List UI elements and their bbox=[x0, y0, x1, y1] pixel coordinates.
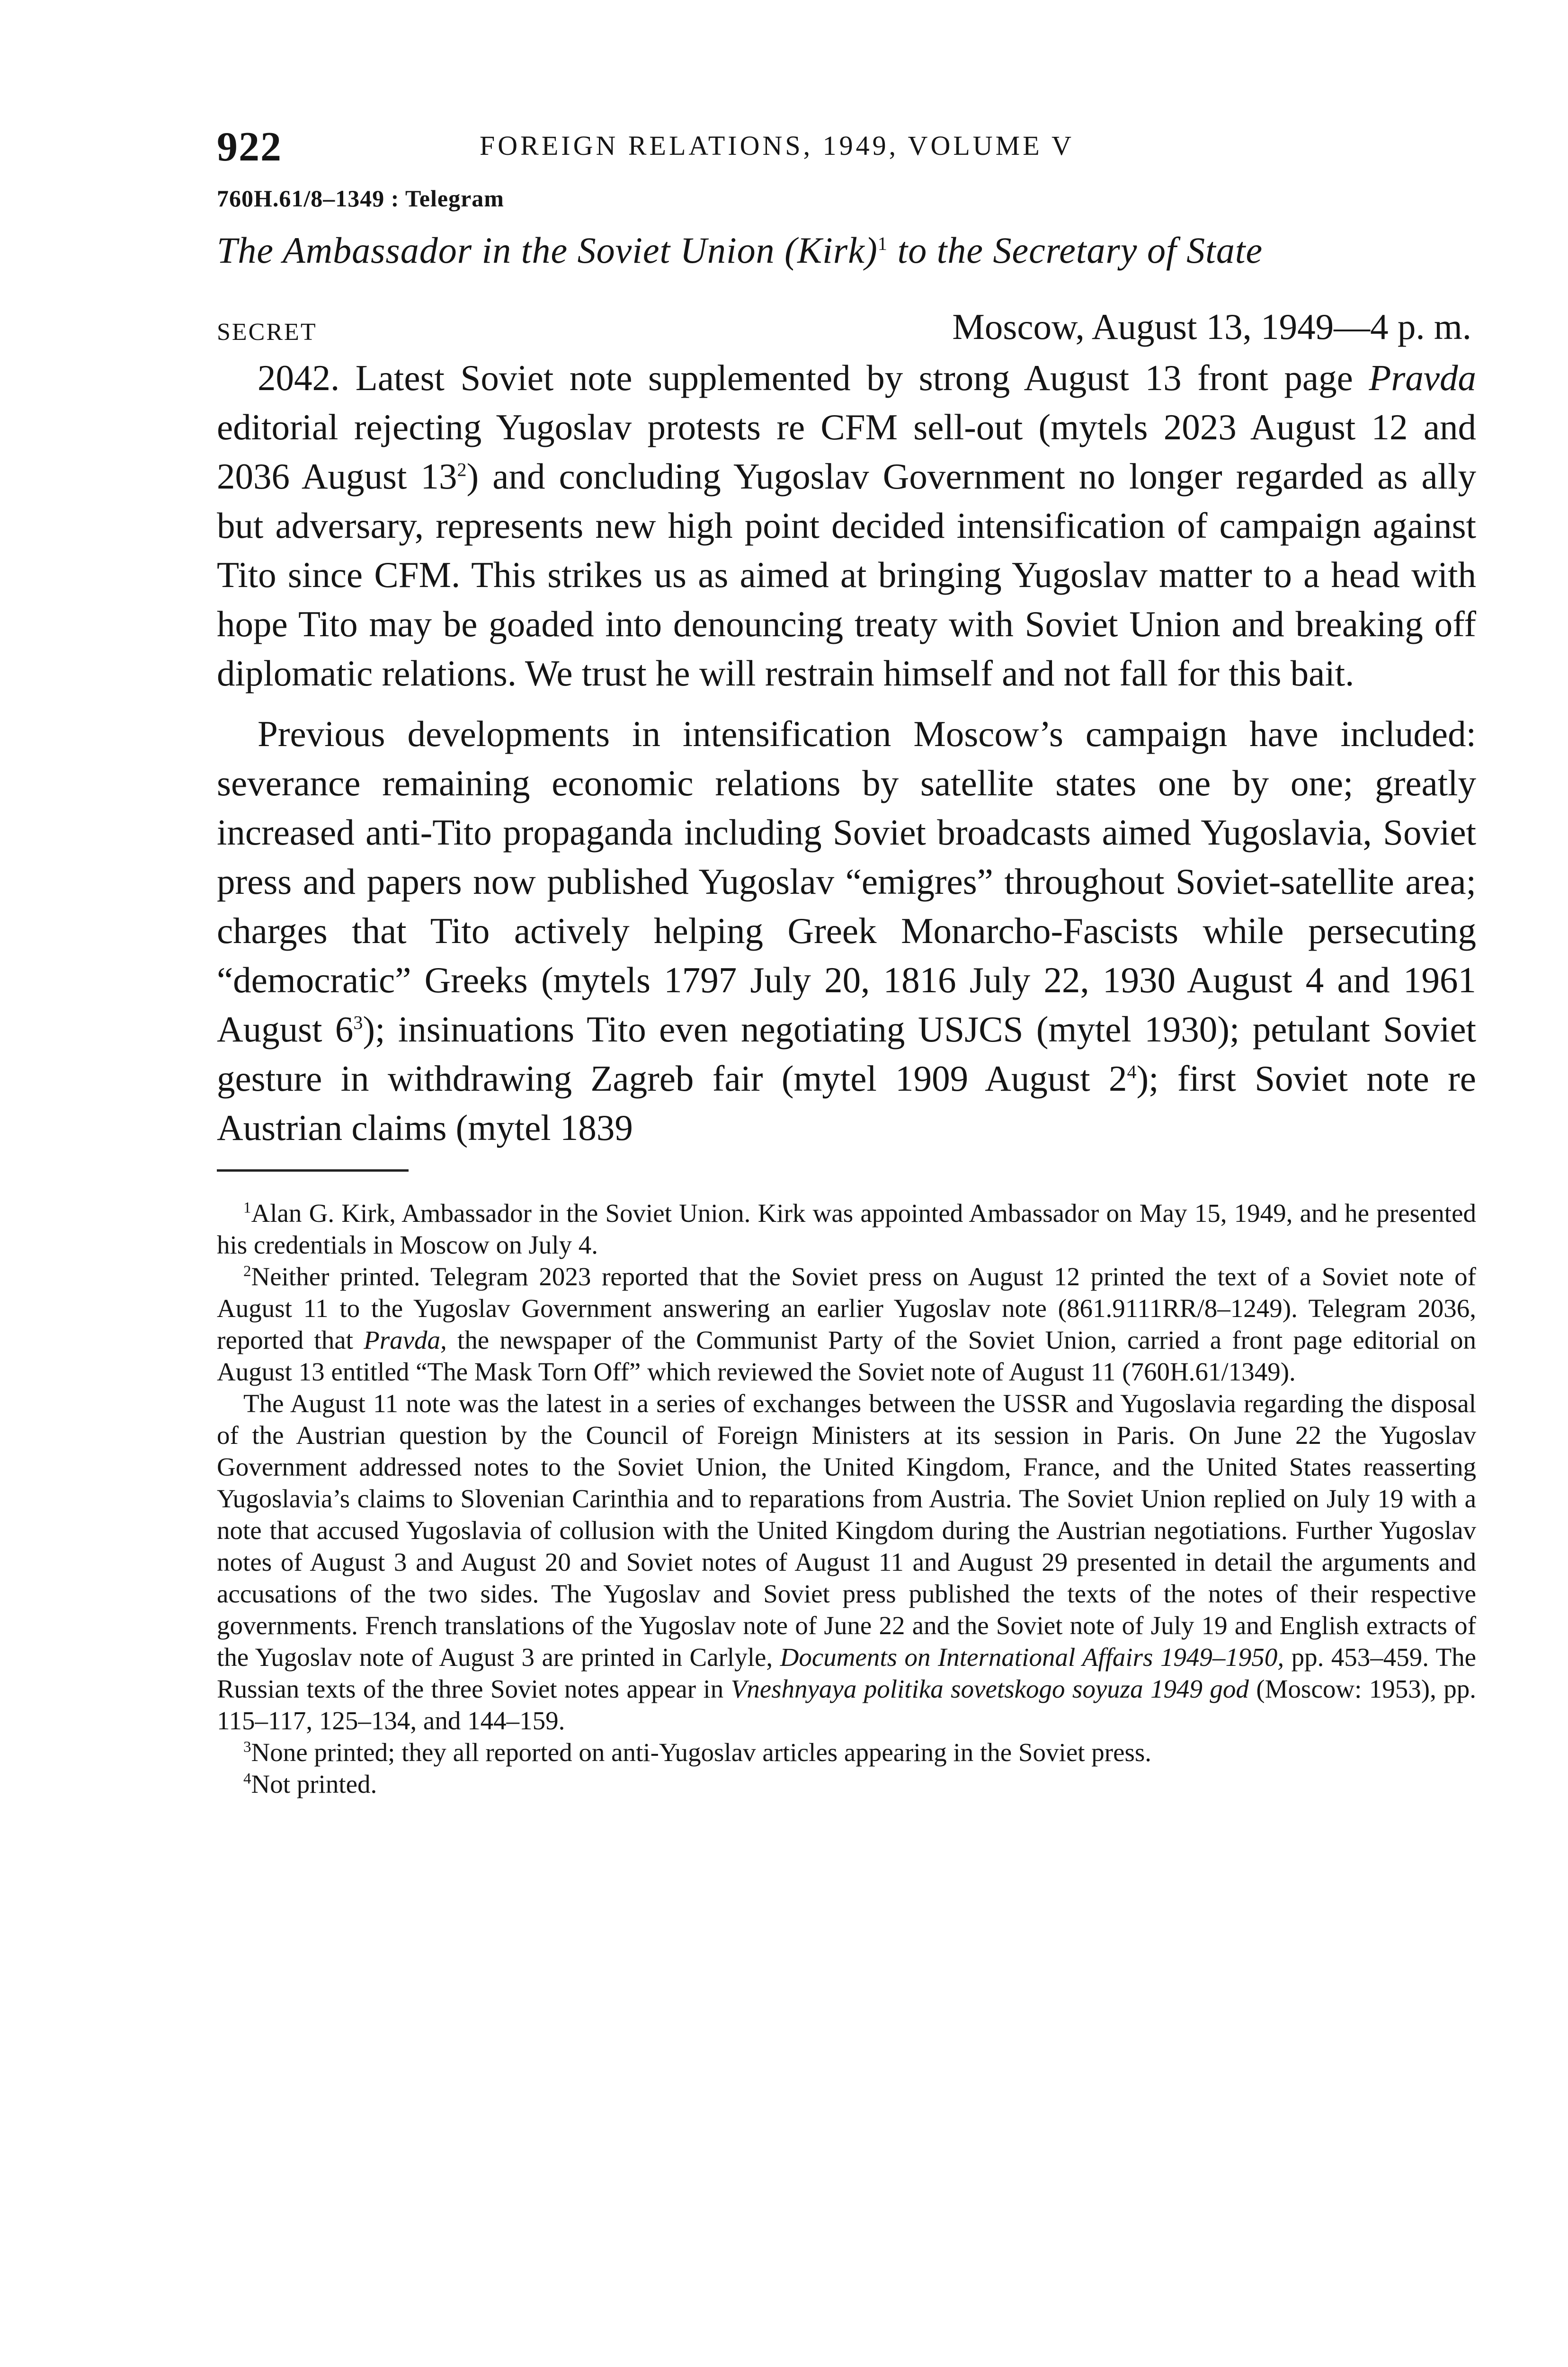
footnotes bbox=[217, 1197, 1476, 1800]
document-heading bbox=[217, 229, 1476, 272]
footnote-italic: Pravda, bbox=[364, 1326, 447, 1354]
footnote-text: Not printed. bbox=[251, 1770, 377, 1798]
document-page bbox=[217, 118, 1476, 1800]
heading-tail: to the Secretary of State bbox=[888, 230, 1263, 271]
footnote-text: Alan G. Kirk, Ambassador in the Soviet Union. Kirk was appointed Ambassador on May 15, 1949, and he presented his credentials in Moscow on July 4. bbox=[217, 1199, 1476, 1259]
footnote-text: pp. 453–459. The Russian texts of the three Soviet notes appear in bbox=[217, 1643, 1477, 1703]
body-text-span: Previous developments in intensification Moscow’s campaign have included: severance remaining economic relations by satellite states one by one; greatly increased anti-Tito propaganda including Soviet broadcasts aimed Yugoslavia, Soviet press and papers now published Yugoslav “emigres” throughout Soviet-satellite area; charges that Tito actively helping Greek Monarcho-Fascists while persecuting “democratic” Greeks (mytels 1797 July 20, 1816 July 22, 1930 August 4 and 1961 August 6 bbox=[217, 713, 1476, 1050]
file-number: 760H.61/8–1349 : Telegram bbox=[217, 185, 504, 212]
footnote-marker: 4 bbox=[243, 1770, 251, 1788]
footnote-text: The August 11 note was the latest in a series of exchanges between the USSR and Yugoslavia regarding the disposal of the Austrian question by the Council of Foreign Ministers at its session in Paris. On June 22 the Yugoslav Government addressed notes to the Soviet Union, the United Kingdom, France, and the United States reasserting Yugoslavia’s claims to Slovenian Carinthia and to reparations from Austria. The Soviet Union replied on July 19 with a note that accused Yugoslavia of collusion with the United Kingdom during the Austrian negotiations. Further Yugoslav notes of August 3 and August 20 and Soviet notes of August 11 and August 29 presented in detail the arguments and accusations of the two sides. The Yugoslav and Soviet press published the texts of the notes of their respective governments. French translations of the Yugoslav note of June 22 and the Soviet note of July 19 and English extracts of the Yugoslav note of August 3 are printed in Carlyle, bbox=[217, 1389, 1476, 1672]
body-paragraph-1 bbox=[217, 353, 1476, 698]
page-number: 922 bbox=[217, 124, 282, 170]
footnote-ref-2: 2 bbox=[457, 459, 467, 481]
footnote-2 bbox=[217, 1261, 1476, 1388]
body-text-span: editorial rejecting Yugoslav protests re CFM sell-out (mytels 2023 August 12 and 2036 August 13 bbox=[217, 407, 1476, 497]
footnote-marker: 3 bbox=[243, 1738, 251, 1756]
dateline bbox=[217, 306, 1476, 348]
body-italic-pravda: Pravda bbox=[1369, 357, 1476, 398]
footnote-marker: 1 bbox=[243, 1199, 251, 1217]
footnote-1 bbox=[217, 1197, 1476, 1261]
telegram-body bbox=[217, 353, 1476, 1152]
footnote-italic: Documents on International Affairs 1949–1950, bbox=[780, 1643, 1284, 1672]
footnote-2-continued bbox=[217, 1388, 1476, 1736]
footnote-4 bbox=[217, 1768, 1476, 1800]
footnote-3 bbox=[217, 1736, 1476, 1768]
footnote-italic: Vneshnyaya politika sovetskogo soyuza 1949 god bbox=[731, 1674, 1249, 1703]
body-text-span: ); first Soviet note re Austrian claims (mytel 1839 bbox=[217, 1058, 1476, 1148]
running-head bbox=[217, 118, 1476, 170]
footnote-ref-4: 4 bbox=[1127, 1061, 1137, 1083]
footnote-text: (Moscow: 1953), pp. 115–117, 125–134, and 144–159. bbox=[217, 1674, 1476, 1735]
body-text-span: ) and concluding Yugoslav Government no longer regarded as ally but adversary, represents new high point decided intensification of campaign against Tito since CFM. This strikes us as aimed at bringing Yugoslav matter to a head with hope Tito may be goaded into denouncing treaty with Soviet Union and breaking off diplomatic relations. We trust he will restrain himself and not fall for this bait. bbox=[217, 456, 1476, 694]
body-text-span: ); insinuations Tito even negotiating USJCS (mytel 1930); petulant Soviet gesture in withdrawing Zagreb fair (mytel 1909 August 2 bbox=[217, 1009, 1476, 1099]
body-paragraph-2 bbox=[217, 709, 1476, 1152]
running-title: FOREIGN RELATIONS, 1949, VOLUME V bbox=[480, 130, 1074, 161]
footnote-text: the newspaper of the Communist Party of the Soviet Union, carried a front page editorial on August 13 entitled “The Mask Torn Off” which reviewed the Soviet note of August 11 (760H.61/1349). bbox=[217, 1326, 1476, 1386]
body-text-span: 2042. Latest Soviet note supplemented by strong August 13 front page bbox=[258, 357, 1369, 398]
footnote-divider bbox=[217, 1169, 409, 1172]
place-date: Moscow, August 13, 1949—4 p. m. bbox=[952, 306, 1471, 347]
footnote-ref-3: 3 bbox=[353, 1012, 363, 1033]
heading-main: The Ambassador in the Soviet Union (Kirk) bbox=[217, 230, 878, 271]
classification: SECRET bbox=[217, 319, 317, 346]
footnote-text: None printed; they all reported on anti-Yugoslav articles appearing in the Soviet press. bbox=[251, 1738, 1152, 1767]
footnote-marker: 2 bbox=[243, 1263, 251, 1280]
footnote-text: Neither printed. Telegram 2023 reported that the Soviet press on August 12 printed the text of a Soviet note of August 11 to the Yugoslav Government answering an earlier Yugoslav note (861.9111RR/8–1249). Telegram 2036, reported that bbox=[217, 1262, 1476, 1354]
heading-footnote-marker: 1 bbox=[877, 233, 888, 254]
